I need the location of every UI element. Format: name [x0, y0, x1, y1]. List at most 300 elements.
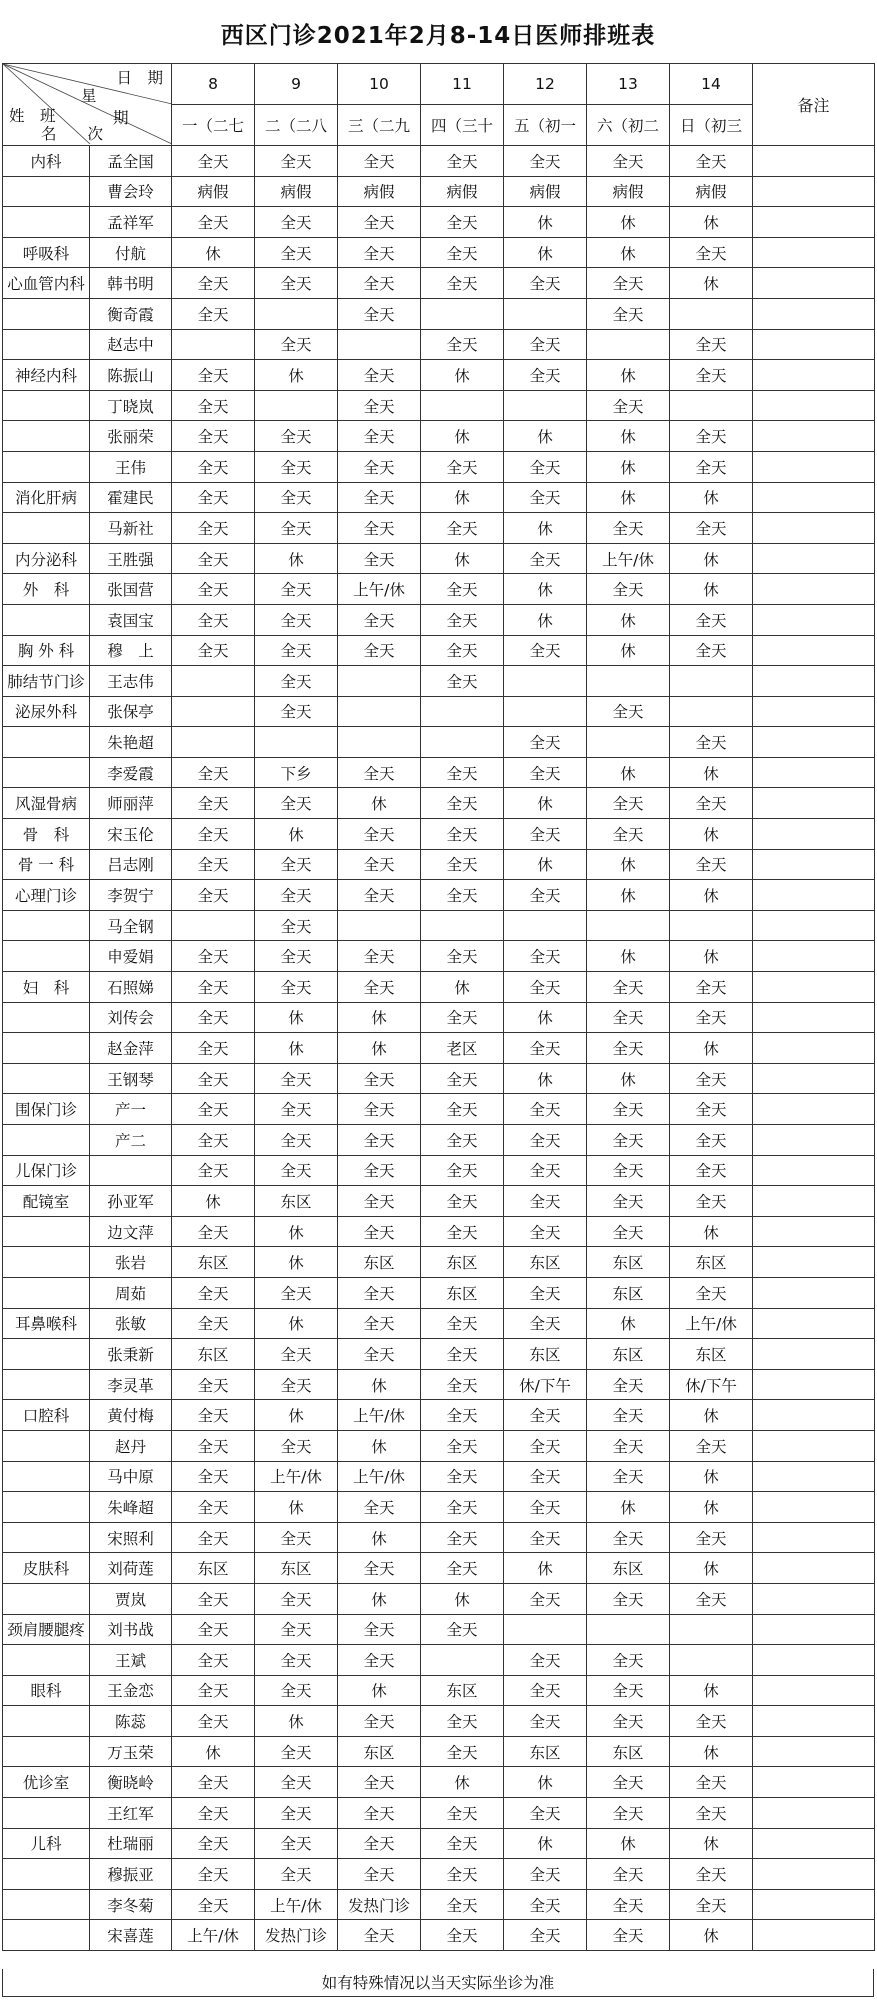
shift-cell: [670, 666, 753, 697]
shift-cell: 全天: [587, 1186, 670, 1217]
shift-cell: 全天: [338, 513, 421, 544]
shift-cell: 全天: [255, 237, 338, 268]
doctor-name-cell: 衡奇霞: [90, 298, 172, 329]
shift-cell: 休/下午: [504, 1369, 587, 1400]
doctor-name-cell: 周茹: [90, 1277, 172, 1308]
doctor-name-cell: 吕志刚: [90, 849, 172, 880]
doctor-name-cell: 李冬菊: [90, 1889, 172, 1920]
table-row: [3, 1094, 875, 1125]
shift-cell: 全天: [421, 1369, 504, 1400]
shift-cell: 全天: [172, 1277, 255, 1308]
table-row: [3, 1889, 875, 1920]
remark-cell: [753, 421, 875, 452]
department-cell: [3, 1002, 90, 1033]
table-row: [3, 1920, 875, 1951]
shift-cell: 休: [338, 1002, 421, 1033]
table-row: [3, 513, 875, 544]
shift-cell: 休: [338, 1583, 421, 1614]
date-10: 10: [338, 64, 421, 105]
doctor-name-cell: 孟全国: [90, 146, 172, 177]
shift-cell: 全天: [670, 1125, 753, 1156]
shift-cell: 全天: [255, 1767, 338, 1798]
shift-cell: 全天: [670, 1767, 753, 1798]
table-row: [3, 727, 875, 758]
remark-cell: [753, 1492, 875, 1523]
shift-cell: 全天: [587, 1400, 670, 1431]
table-row: [3, 1125, 875, 1156]
shift-cell: 全天: [670, 1522, 753, 1553]
table-row: [3, 757, 875, 788]
shift-cell: 全天: [338, 298, 421, 329]
department-cell: 胸 外 科: [3, 635, 90, 666]
doctor-name-cell: 张国营: [90, 574, 172, 605]
shift-cell: 全天: [172, 298, 255, 329]
department-cell: 消化肝病: [3, 482, 90, 513]
shift-cell: 休: [421, 421, 504, 452]
shift-cell: 全天: [504, 329, 587, 360]
shift-cell: 全天: [587, 1002, 670, 1033]
department-cell: [3, 1522, 90, 1553]
shift-cell: 全天: [587, 1125, 670, 1156]
department-cell: 耳鼻喉科: [3, 1308, 90, 1339]
shift-cell: 休: [338, 1522, 421, 1553]
remark-cell: [753, 635, 875, 666]
shift-cell: 全天: [421, 788, 504, 819]
shift-cell: 全天: [172, 1492, 255, 1523]
doctor-name-cell: 宋照利: [90, 1522, 172, 1553]
doctor-name-cell: 孟祥军: [90, 207, 172, 238]
shift-cell: 全天: [587, 574, 670, 605]
shift-cell: 发热门诊: [255, 1920, 338, 1951]
table-row: [3, 1247, 875, 1278]
shift-cell: 休: [421, 482, 504, 513]
shift-cell: 全天: [338, 1308, 421, 1339]
weekday-11: 四（三十: [421, 105, 504, 146]
shift-cell: 全天: [421, 1553, 504, 1584]
department-cell: 风湿骨病: [3, 788, 90, 819]
shift-cell: 全天: [255, 1675, 338, 1706]
shift-cell: 休: [670, 482, 753, 513]
shift-cell: [421, 390, 504, 421]
department-cell: 颈肩腰腿疼: [3, 1614, 90, 1645]
shift-cell: 休: [255, 1216, 338, 1247]
remark-cell: [753, 696, 875, 727]
shift-cell: 全天: [670, 329, 753, 360]
shift-cell: 病假: [587, 176, 670, 207]
doctor-name-cell: 黄付梅: [90, 1400, 172, 1431]
doctor-name-cell: 李爱霞: [90, 757, 172, 788]
department-cell: [3, 1645, 90, 1676]
shift-cell: 全天: [504, 482, 587, 513]
shift-cell: 全天: [338, 941, 421, 972]
shift-cell: 全天: [421, 1125, 504, 1156]
shift-cell: 全天: [421, 1063, 504, 1094]
department-cell: 泌尿外科: [3, 696, 90, 727]
shift-cell: 全天: [255, 1583, 338, 1614]
remark-cell: [753, 1614, 875, 1645]
table-row: [3, 176, 875, 207]
shift-cell: 全天: [172, 1308, 255, 1339]
doctor-name-cell: 宋玉伦: [90, 819, 172, 850]
remark-cell: [753, 727, 875, 758]
department-cell: 眼科: [3, 1675, 90, 1706]
shift-cell: 全天: [421, 941, 504, 972]
doctor-name-cell: 赵志中: [90, 329, 172, 360]
table-row: [3, 941, 875, 972]
shift-cell: 全天: [255, 421, 338, 452]
table-row: [3, 1583, 875, 1614]
shift-cell: 休: [255, 543, 338, 574]
shift-cell: 全天: [255, 207, 338, 238]
table-row: [3, 207, 875, 238]
shift-cell: 全天: [255, 574, 338, 605]
shift-cell: 全天: [255, 1094, 338, 1125]
shift-cell: 全天: [172, 1461, 255, 1492]
doctor-name-cell: 杜瑞丽: [90, 1828, 172, 1859]
shift-cell: 全天: [255, 604, 338, 635]
shift-cell: 休: [670, 1828, 753, 1859]
shift-cell: 全天: [670, 604, 753, 635]
shift-cell: 全天: [587, 696, 670, 727]
remark-cell: [753, 1798, 875, 1829]
remark-cell: [753, 176, 875, 207]
shift-cell: 全天: [255, 1614, 338, 1645]
shift-cell: 病假: [255, 176, 338, 207]
shift-cell: 休: [338, 1369, 421, 1400]
shift-cell: 全天: [504, 543, 587, 574]
doctor-name-cell: 王金恋: [90, 1675, 172, 1706]
shift-cell: 全天: [504, 1889, 587, 1920]
doctor-name-cell: 王红军: [90, 1798, 172, 1829]
shift-cell: 休: [421, 1767, 504, 1798]
shift-cell: 下乡: [255, 757, 338, 788]
shift-cell: [338, 910, 421, 941]
shift-cell: 全天: [338, 1828, 421, 1859]
shift-cell: 全天: [587, 819, 670, 850]
shift-cell: 全天: [255, 329, 338, 360]
department-cell: [3, 298, 90, 329]
doctor-name-cell: 产二: [90, 1125, 172, 1156]
shift-cell: 休: [504, 1828, 587, 1859]
table-row: [3, 1492, 875, 1523]
remark-cell: [753, 329, 875, 360]
shift-cell: [587, 1614, 670, 1645]
shift-cell: 全天: [172, 207, 255, 238]
doctor-name-cell: 产一: [90, 1094, 172, 1125]
shift-cell: 全天: [255, 513, 338, 544]
department-cell: [3, 1492, 90, 1523]
shift-cell: 全天: [421, 1216, 504, 1247]
shift-cell: 休: [670, 207, 753, 238]
table-row: [3, 1216, 875, 1247]
shift-cell: 全天: [172, 788, 255, 819]
weekday-13: 六（初二: [587, 105, 670, 146]
shift-cell: 全天: [255, 1859, 338, 1890]
shift-cell: 全天: [338, 1125, 421, 1156]
remark-cell: [753, 1889, 875, 1920]
shift-cell: 全天: [587, 1369, 670, 1400]
department-cell: 配镜室: [3, 1186, 90, 1217]
remark-cell: [753, 1736, 875, 1767]
doctor-name-cell: 贾岚: [90, 1583, 172, 1614]
remark-cell: [753, 1277, 875, 1308]
department-cell: 骨 科: [3, 819, 90, 850]
shift-cell: 休: [255, 819, 338, 850]
shift-cell: 全天: [338, 757, 421, 788]
schedule-table: [2, 63, 875, 1951]
shift-cell: 休: [670, 543, 753, 574]
shift-cell: 全天: [255, 972, 338, 1003]
shift-cell: 全天: [172, 421, 255, 452]
weekday-8: 一（二七: [172, 105, 255, 146]
shift-cell: 全天: [587, 1033, 670, 1064]
remark-cell: [753, 146, 875, 177]
shift-cell: 老区: [421, 1033, 504, 1064]
shift-cell: 东区: [670, 1247, 753, 1278]
department-cell: [3, 1033, 90, 1064]
shift-cell: [670, 910, 753, 941]
department-cell: [3, 910, 90, 941]
shift-cell: 全天: [421, 1339, 504, 1370]
shift-cell: 休: [670, 1400, 753, 1431]
department-cell: 儿科: [3, 1828, 90, 1859]
shift-cell: 休: [504, 1063, 587, 1094]
shift-cell: 发热门诊: [338, 1889, 421, 1920]
shift-cell: 全天: [504, 1706, 587, 1737]
shift-cell: [421, 298, 504, 329]
shift-cell: 休: [670, 1461, 753, 1492]
shift-cell: [587, 910, 670, 941]
department-cell: [3, 1125, 90, 1156]
shift-cell: 全天: [338, 268, 421, 299]
department-cell: [3, 1339, 90, 1370]
remark-cell: [753, 543, 875, 574]
shift-cell: [670, 298, 753, 329]
department-cell: [3, 1706, 90, 1737]
remark-cell: [753, 849, 875, 880]
corner-date-label: 日 期: [116, 69, 163, 87]
doctor-name-cell: 刘荷莲: [90, 1553, 172, 1584]
table-row: [3, 1645, 875, 1676]
shift-cell: 全天: [670, 1430, 753, 1461]
shift-cell: [172, 329, 255, 360]
weekday-9: 二（二八: [255, 105, 338, 146]
shift-cell: 全天: [338, 237, 421, 268]
shift-cell: 全天: [338, 451, 421, 482]
shift-cell: 全天: [172, 1614, 255, 1645]
shift-cell: 全天: [504, 1492, 587, 1523]
shift-cell: [504, 298, 587, 329]
shift-cell: 全天: [172, 451, 255, 482]
department-cell: 优诊室: [3, 1767, 90, 1798]
shift-cell: 全天: [504, 819, 587, 850]
table-row: [3, 1798, 875, 1829]
shift-cell: 全天: [670, 727, 753, 758]
remark-cell: [753, 1125, 875, 1156]
shift-cell: 全天: [421, 604, 504, 635]
shift-cell: 全天: [172, 1675, 255, 1706]
corner-period-label: 期: [113, 109, 129, 127]
shift-cell: [338, 727, 421, 758]
table-row: [3, 1400, 875, 1431]
shift-cell: 全天: [587, 390, 670, 421]
shift-cell: 全天: [504, 146, 587, 177]
shift-cell: 上午/休: [255, 1889, 338, 1920]
table-row: [3, 421, 875, 452]
shift-cell: 全天: [338, 207, 421, 238]
remark-cell: [753, 390, 875, 421]
shift-cell: 全天: [504, 1125, 587, 1156]
shift-cell: 全天: [172, 1706, 255, 1737]
shift-cell: 全天: [421, 1461, 504, 1492]
department-cell: 骨 一 科: [3, 849, 90, 880]
date-8: 8: [172, 64, 255, 105]
doctor-name-cell: 朱艳超: [90, 727, 172, 758]
shift-cell: [587, 329, 670, 360]
shift-cell: 全天: [172, 390, 255, 421]
footer-note: 如有特殊情况以当天实际坐诊为准: [2, 1969, 874, 1997]
shift-cell: 休: [670, 1553, 753, 1584]
shift-cell: 东区: [587, 1277, 670, 1308]
weekday-12: 五（初一: [504, 105, 587, 146]
shift-cell: 全天: [504, 360, 587, 391]
department-cell: [3, 1583, 90, 1614]
table-row: [3, 268, 875, 299]
table-row: [3, 788, 875, 819]
shift-cell: 休: [587, 237, 670, 268]
shift-cell: 全天: [255, 1522, 338, 1553]
shift-cell: 全天: [587, 146, 670, 177]
shift-cell: 病假: [670, 176, 753, 207]
shift-cell: 全天: [670, 1277, 753, 1308]
shift-cell: 休: [421, 360, 504, 391]
shift-cell: 休: [587, 880, 670, 911]
shift-cell: 休: [670, 268, 753, 299]
shift-cell: 休: [670, 941, 753, 972]
shift-cell: 全天: [421, 635, 504, 666]
department-cell: 妇 科: [3, 972, 90, 1003]
shift-cell: 休: [504, 574, 587, 605]
remark-cell: [753, 1369, 875, 1400]
shift-cell: 休: [338, 1430, 421, 1461]
shift-cell: 休: [504, 421, 587, 452]
header-corner: [3, 64, 172, 146]
shift-cell: 全天: [504, 1094, 587, 1125]
shift-cell: 全天: [172, 819, 255, 850]
remark-cell: [753, 1583, 875, 1614]
shift-cell: 全天: [172, 604, 255, 635]
doctor-name-cell: 张秉新: [90, 1339, 172, 1370]
page-title: 西区门诊2021年2月8-14日医师排班表: [220, 23, 656, 49]
shift-cell: 全天: [338, 1277, 421, 1308]
shift-cell: 全天: [504, 1798, 587, 1829]
shift-cell: 全天: [172, 1094, 255, 1125]
department-cell: [3, 1369, 90, 1400]
shift-cell: 上午/休: [338, 1400, 421, 1431]
shift-cell: 全天: [255, 849, 338, 880]
shift-cell: 全天: [255, 696, 338, 727]
shift-cell: 全天: [421, 757, 504, 788]
shift-cell: 东区: [421, 1277, 504, 1308]
remark-cell: [753, 604, 875, 635]
shift-cell: 全天: [172, 1645, 255, 1676]
table-row: [3, 1063, 875, 1094]
shift-cell: 休: [255, 1033, 338, 1064]
remark-cell: [753, 1828, 875, 1859]
shift-cell: 全天: [338, 1645, 421, 1676]
shift-cell: 全天: [421, 1889, 504, 1920]
doctor-name-cell: 张敏: [90, 1308, 172, 1339]
department-cell: [3, 1889, 90, 1920]
shift-cell: 休: [172, 237, 255, 268]
shift-cell: 东区: [587, 1247, 670, 1278]
shift-cell: 休: [587, 941, 670, 972]
remark-cell: [753, 1461, 875, 1492]
department-cell: 口腔科: [3, 1400, 90, 1431]
shift-cell: 休: [255, 1308, 338, 1339]
table-row: [3, 604, 875, 635]
department-cell: [3, 727, 90, 758]
doctor-name-cell: 孙亚军: [90, 1186, 172, 1217]
shift-cell: 全天: [338, 421, 421, 452]
shift-cell: 全天: [504, 757, 587, 788]
department-cell: [3, 1247, 90, 1278]
shift-cell: 全天: [172, 1859, 255, 1890]
shift-cell: 全天: [587, 1461, 670, 1492]
remark-cell: [753, 941, 875, 972]
shift-cell: 休: [255, 1492, 338, 1523]
shift-cell: 全天: [504, 727, 587, 758]
department-cell: [3, 451, 90, 482]
remark-cell: [753, 237, 875, 268]
shift-cell: 全天: [670, 1063, 753, 1094]
shift-cell: 休: [255, 1247, 338, 1278]
shift-cell: 全天: [172, 146, 255, 177]
shift-cell: 全天: [587, 1706, 670, 1737]
shift-cell: 休: [255, 1400, 338, 1431]
doctor-name-cell: 边文萍: [90, 1216, 172, 1247]
table-row: [3, 1614, 875, 1645]
remark-cell: [753, 513, 875, 544]
doctor-name-cell: 陈蕊: [90, 1706, 172, 1737]
department-cell: [3, 513, 90, 544]
shift-cell: 全天: [338, 146, 421, 177]
shift-cell: 全天: [255, 482, 338, 513]
doctor-name-cell: 付航: [90, 237, 172, 268]
shift-cell: 休: [587, 207, 670, 238]
table-row: [3, 298, 875, 329]
shift-cell: 休: [255, 1706, 338, 1737]
shift-cell: 全天: [172, 1002, 255, 1033]
table-row: [3, 237, 875, 268]
shift-cell: 休: [587, 635, 670, 666]
doctor-name-cell: 张保亭: [90, 696, 172, 727]
table-row: [3, 1859, 875, 1890]
shift-cell: 休: [587, 604, 670, 635]
remark-cell: [753, 298, 875, 329]
shift-cell: [338, 696, 421, 727]
table-row: [3, 1706, 875, 1737]
shift-cell: 全天: [504, 635, 587, 666]
department-cell: 肺结节门诊: [3, 666, 90, 697]
shift-cell: 全天: [172, 1798, 255, 1829]
shift-cell: 休: [504, 237, 587, 268]
doctor-name-cell: 石照娣: [90, 972, 172, 1003]
shift-cell: 全天: [421, 1002, 504, 1033]
doctor-name-cell: 马新社: [90, 513, 172, 544]
shift-cell: 全天: [255, 451, 338, 482]
shift-cell: 休: [172, 1186, 255, 1217]
